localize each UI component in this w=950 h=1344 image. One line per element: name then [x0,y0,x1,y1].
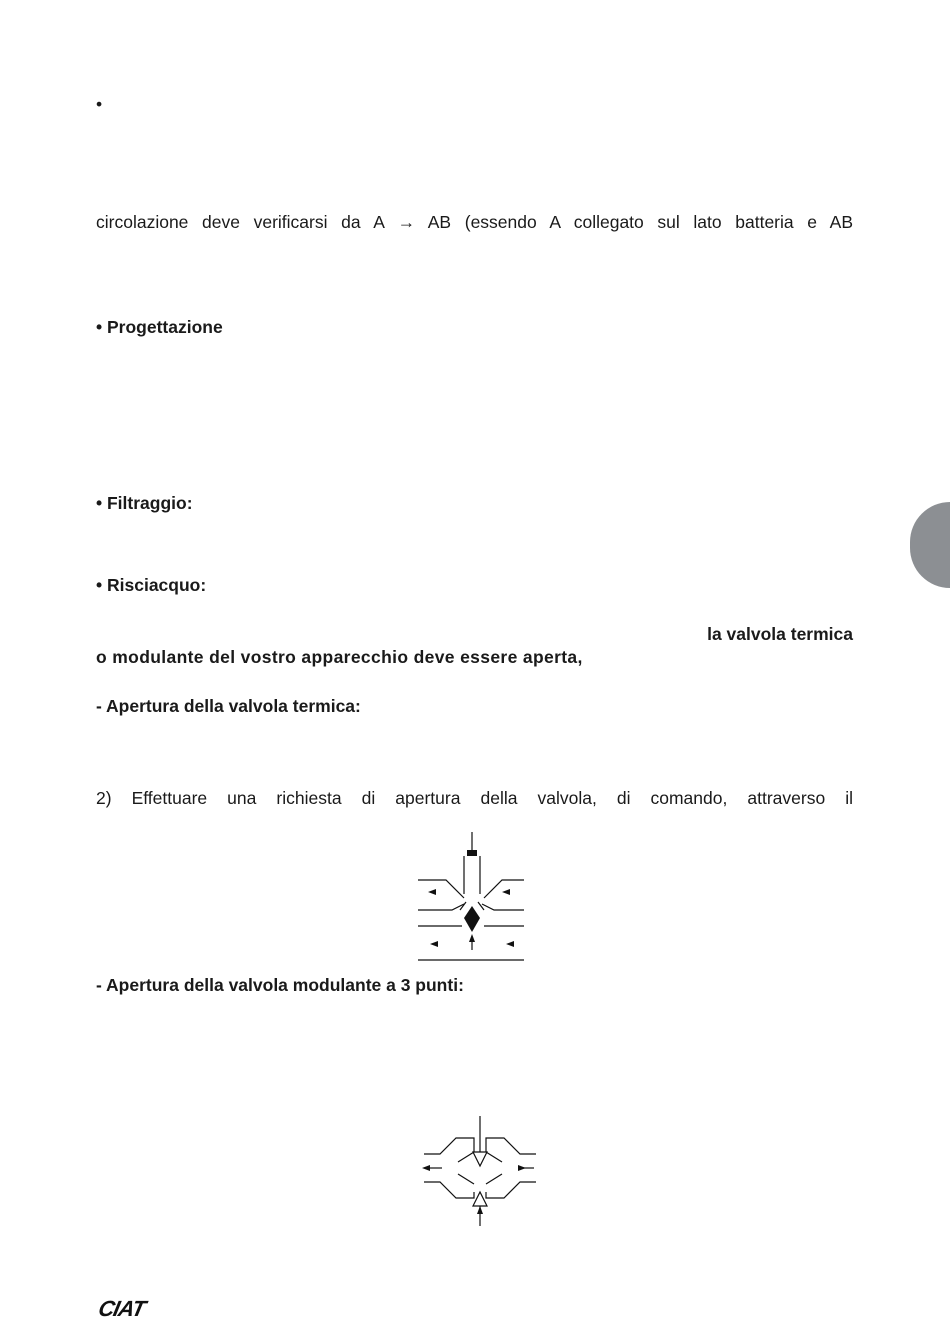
heading-risciacquo: • Risciacquo: [96,575,207,595]
ciat-logo [96,1296,147,1322]
heading-progettazione: • Progettazione [96,317,223,337]
three-way-modulating-valve-diagram-icon [418,1116,542,1228]
heading-apertura-termica: - Apertura della valvola termica: [96,696,361,716]
heading-filtraggio: • Filtraggio: [96,493,193,513]
bold-modulante: o modulante del vostro apparecchio deve essere aperta, [96,647,583,667]
paragraph-circolazione: circolazione deve verificarsi da A → AB (essendo A collegato sul lato batteria e AB [96,212,853,232]
bullet-marker: • [96,94,103,114]
section-tab [910,502,950,588]
step-2-text: 2) Effettuare una richiesta di apertura della valvola, di comando, attraverso il [96,788,853,808]
logo-text: CIAT [96,1296,148,1321]
thermal-valve-diagram-icon [412,832,528,964]
heading-apertura-modulante: - Apertura della valvola modulante a 3 punti: [96,975,464,995]
bold-valvola-termica: la valvola termica [707,624,853,644]
